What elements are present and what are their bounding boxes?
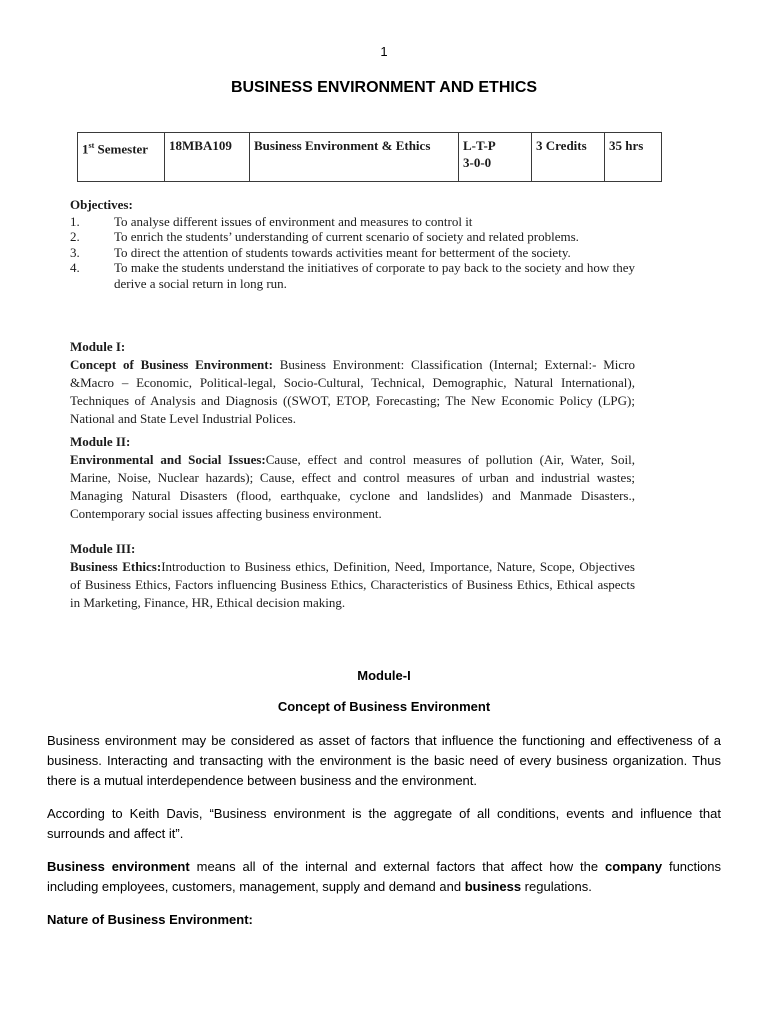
module-1-block [70, 338, 635, 428]
objective-text: To direct the attention of students towards activities meant for betterment of the society. [114, 244, 571, 260]
objective-text: To analyse different issues of environment and measures to control it [114, 213, 473, 229]
definition-paragraph: Business environment may be considered as asset of factors that influence the functioning and effectiveness of a business. Interacting and transacting with the environment is the basic need of every business organization. Thus there is a mutual interdependence between business and the environment. [47, 733, 721, 788]
objective-text: To enrich the students’ understanding of current scenario of society and related problems. [114, 229, 579, 245]
syllabus-row [78, 133, 662, 182]
semester-label: Semester [94, 141, 149, 157]
para-text-1: means all of the internal and external factors that affect how the [189, 859, 605, 874]
module-3-heading: Module III: [70, 541, 136, 556]
module-3-text: Introduction to Business ethics, Definition, Need, Importance, Nature, Scope, Objectives of Business Ethics, Factors influencing Business Ethics, Characteristics of Business Ethics, Ethical aspects in Marketing, Finance, HR, Ethical decision making. [70, 559, 635, 610]
ltp-label: L-T-P [463, 138, 496, 153]
objectives-section [70, 197, 635, 292]
semester-suffix: st [88, 141, 95, 150]
module-2-text: Cause, effect and control measures of pollution (Air, Water, Soil, Marine, Noise, Nuclear hazards); Cause, effect and control measures of urban and industrial wastes; Managing Natural Disasters (flood, earthquake, cyclone and landslides) and Manmade Disasters., Contemporary social issues affecting business environment. [70, 452, 635, 521]
semester-number: 1 [82, 141, 89, 157]
bold-term-business: business [464, 879, 522, 894]
page-number: 1 [380, 44, 388, 59]
module-1-description [70, 356, 635, 428]
objective-number: 1. [70, 213, 80, 229]
bold-term-company: company [604, 859, 663, 874]
credits-cell: 3 Credits [532, 133, 605, 182]
nature-heading-text: Nature of Business Environment: [47, 912, 253, 927]
objective-number: 3. [70, 244, 80, 260]
course-subject-cell: Business Environment & Ethics [250, 133, 459, 182]
objective-number: 4. [70, 260, 80, 276]
semester-cell [78, 133, 165, 182]
module-i-heading: Module-I [357, 668, 411, 683]
objective-text: To make the students understand the initiatives of corporate to pay back to the society and how they derive a social return in long run. [114, 260, 635, 291]
module-2-block [70, 433, 635, 523]
module-3-topic: Business Ethics: [70, 559, 162, 574]
course-code-cell: 18MBA109 [165, 133, 250, 182]
hours-cell: 35 hrs [605, 133, 662, 182]
ltp-cell [459, 133, 532, 182]
nature-heading [47, 910, 721, 930]
module-1-text: Business Environment: Classification (Internal; External:- Micro &Macro – Economic, Political-legal, Socio-Cultural, Technical, Demographic, Natural International), Techniques of Analysis and Diagnosis ((SWOT, ETOP, Forecasting; The New Economic Policy (LPG); National and State Level Industrial Polices. [70, 357, 635, 426]
concept-heading: Concept of Business Environment [277, 699, 491, 714]
para-text-3: regulations. [521, 879, 592, 894]
objective-item [70, 214, 635, 230]
ltp-value: 3-0-0 [463, 155, 492, 170]
objective-number: 2. [70, 229, 80, 245]
business-environment-paragraph [47, 857, 721, 897]
objectives-heading: Objectives: [70, 197, 133, 212]
para-text-2: functions including employees, customers, management, supply and demand and [47, 859, 721, 894]
objective-item [70, 229, 635, 245]
module-1-heading: Module I: [70, 339, 126, 354]
module-2-topic: Environmental and Social Issues: [70, 452, 266, 467]
module-2-description [70, 451, 635, 523]
module-3-block [70, 540, 635, 612]
module-2-heading: Module II: [70, 434, 131, 449]
syllabus-table [77, 132, 662, 182]
module-3-description [70, 558, 635, 612]
keith-davis-quote: According to Keith Davis, “Business environment is the aggregate of all conditions, events and influence that surrounds and affect it”. [47, 806, 721, 841]
objective-item [70, 260, 635, 291]
document-title: BUSINESS ENVIRONMENT AND ETHICS [230, 79, 538, 96]
module-1-topic: Concept of Business Environment: [70, 357, 273, 372]
bold-term-business-environment: Business environment [47, 859, 190, 874]
objective-item [70, 245, 635, 261]
